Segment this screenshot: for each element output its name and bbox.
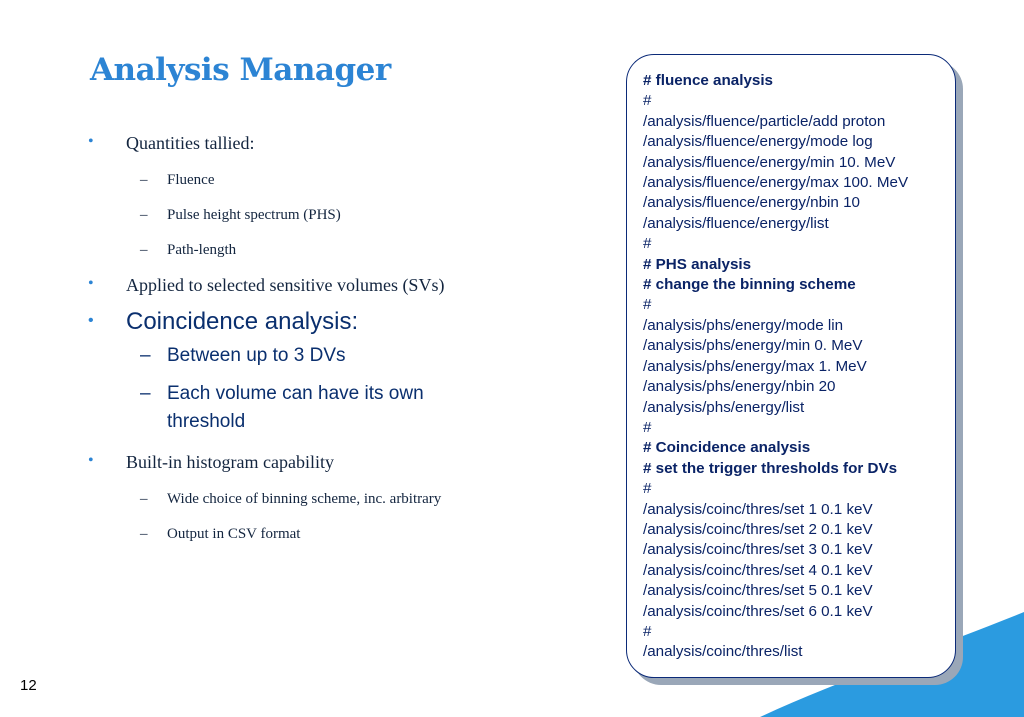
bullet-histogram: [88, 452, 508, 473]
code-line: #: [643, 480, 652, 498]
slide-title: Analysis Manager: [90, 52, 391, 88]
code-line: /analysis/coinc/thres/set 6 0.1 keV: [643, 602, 873, 620]
sub-bullet-text: Path-length: [167, 242, 237, 258]
dash-icon: –: [140, 172, 148, 188]
code-line: # set the trigger thresholds for DVs: [643, 459, 898, 477]
code-line: /analysis/coinc/thres/set 3 0.1 keV: [643, 541, 873, 559]
sub-bullet-text: Each volume can have its own threshold: [167, 383, 424, 432]
bullet-dot-icon: •: [88, 275, 94, 292]
code-line: /analysis/coinc/thres/list: [643, 643, 803, 661]
code-line: # change the binning scheme: [643, 276, 856, 294]
bullet-dot-icon: •: [88, 452, 94, 469]
code-line: /analysis/fluence/energy/min 10. MeV: [643, 153, 896, 171]
code-line: # Coincidence analysis: [643, 439, 811, 457]
code-line: #: [643, 92, 652, 110]
bullet-list: [88, 128, 508, 543]
code-line: #: [643, 235, 652, 253]
code-line: /analysis/coinc/thres/set 1 0.1 keV: [643, 500, 873, 518]
code-line: /analysis/phs/energy/min 0. MeV: [643, 337, 863, 355]
bullet-dot-icon: •: [88, 133, 94, 150]
bullet-text: Coincidence analysis:: [126, 308, 359, 335]
code-line: /analysis/coinc/thres/set 4 0.1 keV: [643, 561, 873, 579]
bullet-applied: [88, 275, 508, 296]
code-line: /analysis/fluence/energy/max 100. MeV: [643, 174, 909, 192]
dash-icon: –: [140, 242, 148, 258]
dash-icon: –: [140, 491, 148, 507]
dash-icon: –: [140, 526, 148, 542]
bullet-quantities: [88, 133, 508, 154]
sub-bullet-dvs: [88, 342, 508, 370]
page-number: 12: [20, 677, 37, 694]
code-line: /analysis/fluence/energy/nbin 10: [643, 194, 860, 212]
code-line: # fluence analysis: [643, 72, 774, 89]
sub-bullet-binning: [88, 491, 508, 508]
dash-icon: –: [140, 383, 151, 404]
code-line: # PHS analysis: [643, 255, 752, 273]
code-line: /analysis/fluence/energy/mode log: [643, 133, 873, 151]
code-line: /analysis/phs/energy/list: [643, 398, 805, 416]
code-box: [626, 54, 956, 678]
code-line: #: [643, 622, 652, 640]
code-line: /analysis/phs/energy/mode lin: [643, 316, 844, 334]
sub-bullet-threshold: [88, 380, 477, 436]
code-line: /analysis/coinc/thres/set 2 0.1 keV: [643, 520, 873, 538]
code-line: /analysis/phs/energy/max 1. MeV: [643, 357, 867, 375]
sub-bullet-text: Output in CSV format: [167, 526, 301, 542]
sub-bullet-phs: [88, 207, 508, 224]
bullet-text: Applied to selected sensitive volumes (SVs): [126, 275, 445, 295]
dash-icon: –: [140, 207, 148, 223]
sub-bullet-text: Between up to 3 DVs: [167, 345, 346, 366]
code-line: /analysis/coinc/thres/set 5 0.1 keV: [643, 582, 873, 600]
sub-bullet-csv: [88, 526, 508, 543]
code-line: /analysis/fluence/particle/add proton: [643, 112, 886, 130]
sub-bullet-path-length: [88, 242, 508, 259]
bullet-dot-icon: •: [88, 312, 94, 329]
bullet-text: Built-in histogram capability: [126, 452, 334, 472]
bullet-text: Quantities tallied:: [126, 133, 255, 153]
code-line: /analysis/phs/energy/nbin 20: [643, 378, 836, 396]
code-line: #: [643, 296, 652, 314]
bullet-coincidence: [88, 308, 508, 336]
code-line: /analysis/fluence/energy/list: [643, 214, 829, 232]
sub-bullet-text: Fluence: [167, 172, 215, 188]
sub-bullet-fluence: [88, 172, 508, 189]
sub-bullet-text: Wide choice of binning scheme, inc. arbitrary: [167, 491, 442, 507]
dash-icon: –: [140, 345, 151, 366]
code-line: #: [643, 418, 652, 436]
sub-bullet-text: Pulse height spectrum (PHS): [167, 207, 341, 223]
